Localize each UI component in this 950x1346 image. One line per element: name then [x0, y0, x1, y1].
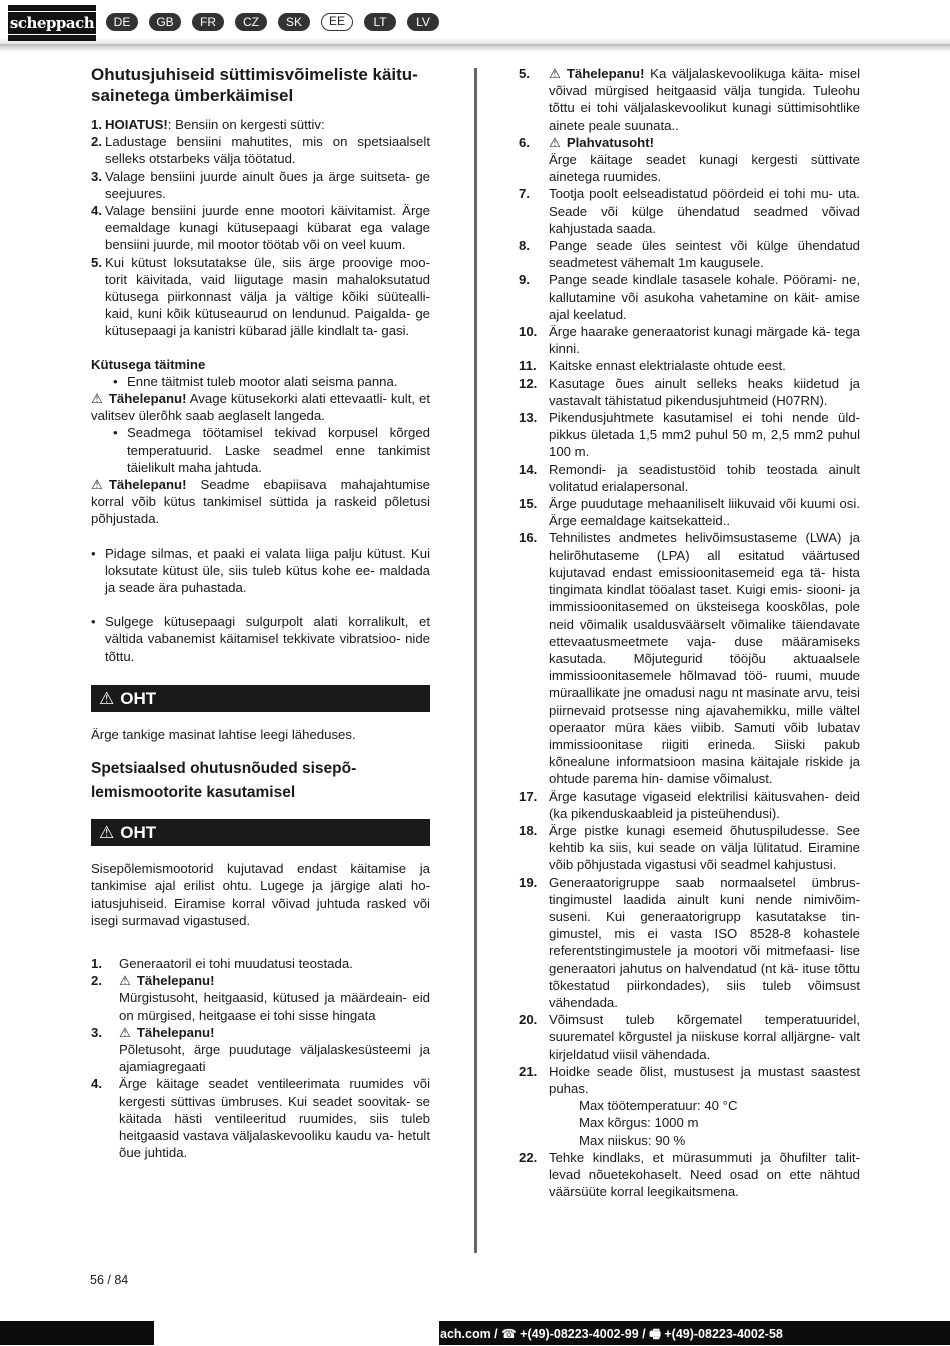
- right-column: [519, 65, 860, 1200]
- list-item: 1. Generaatoril ei tohi muudatusi teostada.: [91, 955, 353, 971]
- lang-tab-ee[interactable]: EE: [321, 13, 353, 31]
- list-item: 5. ⚠ Tähelepanu! Ka väljalaskevoolikuga käita- misel võivad mürgised heitgaasid välja tungida. Tuleohu tõttu ei tohi väljalaskevoolikut kunagi süttimisohtlike ainete peale suunata..: [519, 66, 860, 133]
- danger-text: Ärge tankige masinat lahtise leegi läheduses.: [91, 726, 356, 742]
- section-title-fuel-safety: Ohutusjuhiseid süttimisvõimeliste käitu- sainetega ümberkäimisel: [91, 65, 418, 105]
- lang-tab-fr[interactable]: FR: [192, 13, 224, 31]
- list-item: 3. Valage bensiini juurde ainult õues ja ärge suitseta- ge seejuures.: [91, 168, 430, 201]
- engine-safety-list: [91, 955, 430, 1161]
- fill-subtitle: Kütusega täitmine: [91, 356, 206, 372]
- bullet-item: • Pidage silmas, et paaki ei valata liiga palju kütust. Kui loksutate kütust üle, siis tuleb kütus kohe ee- maldada ja seade ära puhastada.: [91, 545, 430, 596]
- list-item: 4. Ärge käitage seadet ventileerimata ruumides või kergesti süttivas ümbruses. Kui seadet soovitak- se käitada hästi ventileeritud ruumides, siis tuleb heitgaasid vastava väljalaskevooliku kaudu va- hetult õue juhtida.: [91, 1076, 430, 1161]
- list-item: 20. Võimsust tuleb kõrgematel temperatuuridel, suurematel kõrgustel ja niiskuse korral alljärgne- valt kirjeldatud viisil vähendada.: [519, 1012, 860, 1062]
- bullet-dot: •: [91, 614, 96, 630]
- list-item: 2. ⚠ Tähelepanu! Mürgistusoht, heitgaasid, kütused ja määrdeain- eid on mürgised, heitgaase ei tohi sisse hingata: [91, 973, 430, 1023]
- list-item: 19. Generaatorigruppe saab normaalsetel ümbrus- tingimustel laadida ainult kuni nende nimivõim- suseni. Kui generaatorigrupp kasutatakse tin- gimustel, mis ei vasta ISO 8528-8 kohastele referentstingimustele ja mootori või mitmefaasi- lise generaatori jahutus on halvendatud (nt kä- ituse tõttu tõkestatud piirkondades), siis tuleb võimsust vähendada.: [519, 874, 860, 1010]
- danger-banner: ⚠ OHT: [91, 819, 430, 846]
- lang-tab-de[interactable]: DE: [106, 13, 138, 31]
- limit-line: Max töötemperatuur: 40 °C: [579, 1098, 738, 1114]
- lang-tab-gb[interactable]: GB: [149, 13, 181, 31]
- section-title-engine-safety: Spetsiaalsed ohutusnõuded sisepõ- lemismootorite kasutamisel: [91, 760, 357, 802]
- warning-triangle-icon: ⚠: [91, 477, 103, 493]
- warning-triangle-icon: ⚠: [549, 66, 561, 81]
- list-item: 6. ⚠ Plahvatusoht! Ärge käitage seadet kunagi kergesti süttivate ainetega ruumides.: [519, 134, 860, 185]
- list-item: 15. Ärge puudutage mehaaniliselt liikuvaid või kuumi osi. Ärge eemaldage kaitsekatteid..: [519, 496, 860, 529]
- list-item: 18. Ärge pistke kunagi esemeid õhutuspiludesse. See kehtib ka siis, kui seade on välja lülitatud. Eiramine võib põhjustada vigastusi või seadmel kahjustusi.: [519, 822, 860, 873]
- language-tabs: [106, 13, 439, 31]
- brand-logo: [8, 5, 96, 41]
- lang-tab-lt[interactable]: LT: [364, 13, 396, 31]
- list-item: 7. Tootja poolt eelseadistatud pöördeid ei tohi mu- uta. Seade või külge ühendatud seadmed võivad kahjustada saada.: [519, 186, 860, 236]
- list-item: 11. Kaitske ennast elektrialaste ohtude eest.: [519, 358, 786, 374]
- header-shadow: [0, 44, 950, 52]
- lang-tab-sk[interactable]: SK: [278, 13, 310, 31]
- attention-note: ⚠ Tähelepanu! Avage kütusekorki alati ettevaatli- kult, et valitsev ülerõhk saab aeglaselt langeda.: [91, 391, 430, 424]
- lang-tab-cz[interactable]: CZ: [235, 13, 267, 31]
- list-item: 17. Ärge kasutage vigaseid elektrilisi käitusvahen- deid (ka pikenduskaableid ja pisteühendusi).: [519, 788, 860, 821]
- limit-line: Max kõrgus: 1000 m: [579, 1115, 699, 1131]
- list-item: 1. HOIATUS!: Bensiin on kergesti süttiv:: [91, 117, 325, 132]
- lang-tab-lv[interactable]: LV: [407, 13, 439, 31]
- bullet-dot: •: [113, 373, 118, 389]
- bullet-dot: •: [113, 425, 118, 441]
- warning-triangle-icon: ⚠: [99, 822, 115, 842]
- column-divider: [474, 68, 477, 1253]
- danger-banner: ⚠ OHT: [91, 685, 430, 712]
- list-item: 2. Ladustage bensiini mahutites, mis on spetsiaalselt selleks otstarbeks välja töötatud.: [91, 134, 430, 167]
- bullet-item: • Enne täitmist tuleb mootor alati seisma panna.: [113, 373, 398, 389]
- attention-note: ⚠ Tähelepanu! Seadme ebapiisava mahajahtumise korral võib kütus tankimisel süttida ja raskeid põletusi põhjustada.: [91, 477, 430, 527]
- logo-text: scheppach: [5, 11, 99, 35]
- list-item: 3. ⚠ Tähelepanu! Põletusoht, ärge puudutage väljalaskesüsteemi ja ajamiagregaati: [91, 1024, 430, 1075]
- warning-triangle-icon: ⚠: [99, 688, 115, 708]
- list-item: 14. Remondi- ja seadistustöid tohib teostada ainult volitatud erialapersonal.: [519, 461, 860, 494]
- list-item: 12. Kasutage õues ainult selleks heaks kiidetud ja vastavalt tähistatud pikendusjuhtmeid (H07RN).: [519, 375, 860, 408]
- list-item: 22. Tehke kindlaks, et mürasummuti ja õhufilter talit- levad nõuetekohaselt. Need osad on ette nähtud väärsüüte korral leegikaitsmena.: [519, 1149, 860, 1200]
- bullet-item: • Seadmega töötamisel tekivad korpusel kõrged temperatuurid. Laske seadmel enne tankimist täielikult maha jahtuda.: [113, 425, 430, 475]
- left-column: [91, 64, 430, 1161]
- list-item: 9. Pange seade kindlale tasasele kohale. Pöörami- ne, kallutamine või asukoha vahetamine on käit- amise ajal keelatud.: [519, 272, 860, 322]
- warning-triangle-icon: ⚠: [119, 1024, 131, 1040]
- bullet-item: • Sulgege kütusepaagi sulgurpolt alati korralikult, et vältida vabanemist käitamisel tekkivate vibratsioo- nide tõttu.: [91, 614, 430, 664]
- footer-gap: [154, 1321, 439, 1345]
- list-item: 5. Kui kütust loksutatakse üle, siis ärge proovige moo- torit käivitada, vaid liigutage masin mahaloksutatud kütusega piirkonnast välja ja vältige kõiki süütealli- kaid, kuni kõik kütuseaurud on lendunud. Paigalda- ge kütusepaagi ja kanistri kübarad jälle kindlalt ta- gasi.: [91, 254, 430, 339]
- list-item: 10. Ärge haarake generaatorist kunagi märgade kä- tega kinni.: [519, 324, 860, 357]
- danger-text: Sisepõlemismootorid kujutavad endast käitamise ja tankimise ajal erilist ohtu. Lugege ja järgige alati ho- iatusjuhiseid. Eiramise korral võivad juhtuda rasked või isegi surmavad vigastused.: [91, 861, 430, 928]
- limit-line: Max niiskus: 90 %: [579, 1132, 686, 1148]
- list-item: 13. Pikendusjuhtmete kasutamisel ei tohi nende üld- pikkus ületada 1,5 mm2 puhul 50 m, 2,5 mm2 puhul 100 m.: [519, 410, 860, 460]
- list-item: 16. Tehnilistes andmetes helivõimsustaseme (LWA) ja helirõhutaseme (LPA) all esitatud väärtused kujutavad endast emissioonitasemeid ega tä- hista tingimata kindlat tööalast taset. Kuigi emis- siooni- ja immissioonitasemed on üksteisega kooskõlas, pole neid võimalik usaldusväärselt võimalike täiendavate ettevaatusmeetmete vaja- duse määramiseks kasutada. Mõjutegurid tööjõu aktuaalsele immissioonitasemele hõlmavad töö- ruumi, muude müraallikate jne omadusi nagu nt masinate arvu, teisi piirnevaid protsesse ning ajavahemikku, mille vältel operaator müra käes viibib. Samuti võib lubatav immissioonitase riigiti erineda. Siiski pakub kõnealune informatsioon masina käitajale riskide ja ohtude parema hin- damise võimalust.: [519, 530, 860, 787]
- warning-triangle-icon: ⚠: [119, 973, 131, 989]
- list-item: 21. Hoidke seade õlist, mustusest ja mustast saastest puhas. Max töötemperatuur: 40 °C Max kõrgus: 1000 m Max niiskus: 90 %: [519, 1063, 860, 1148]
- warning-triangle-icon: ⚠: [91, 391, 103, 407]
- page-number: 56 / 84: [90, 1273, 129, 1287]
- footer-contact: ach.com / ☎ +(49)-08223-4002-99 / 🖷 +(49)-08223-4002-58: [440, 1327, 783, 1341]
- list-item: 8. Pange seade üles seintest või külge ühendatud seadmetest vähemalt 1m kaugusele.: [519, 238, 860, 271]
- list-item: 4. Valage bensiini juurde enne mootori käivitamist. Ärge eemaldage kunagi kütusepaagi kübarat ega valage bensiini juurde, mil mootor töötab või on veel kuum.: [91, 203, 430, 253]
- warning-triangle-icon: ⚠: [549, 134, 561, 150]
- bullet-dot: •: [91, 545, 96, 561]
